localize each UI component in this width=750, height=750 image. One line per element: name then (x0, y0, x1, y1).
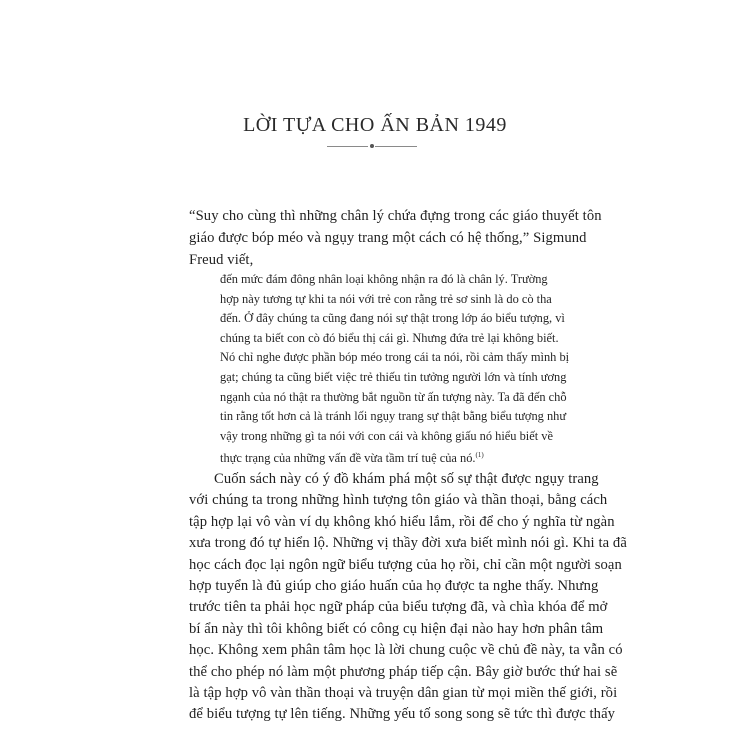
body-paragraph (189, 469, 627, 726)
text-line: thể cho phép nó làm một phương pháp tiếp cận. Bây giờ bước thứ hai sẽ (189, 663, 618, 680)
text-line: là tập hợp vô vàn thần thoại và truyện dân gian từ mọi miền thế giới, rồi (189, 685, 618, 702)
text-line: Freud viết, (189, 252, 254, 268)
text-line: học cách đọc lại ngôn ngữ biểu tượng của họ rồi, chỉ cần một người soạn (189, 556, 622, 573)
quote-line: Nó chỉ nghe được phần bóp méo trong cái ta nói, rồi cảm thấy mình bị (220, 350, 570, 365)
text-line: “Suy cho cùng thì những chân lý chứa đựng trong các giáo thuyết tôn (189, 208, 602, 224)
ornament-dot-icon (370, 144, 374, 148)
ornament-line-right (375, 146, 417, 147)
quote-line: đến. Ở đây chúng ta cũng đang nói sự thật trong lớp áo biểu tượng, vì (220, 311, 565, 326)
quote-line-last (220, 446, 569, 469)
text-line: học. Không xem phân tâm học là lời chung cuộc về chủ đề này, ta vẫn có (189, 642, 623, 659)
text-line: hợp tuyển là đủ giúp cho giáo huấn của họ được ta nghe thấy. Nhưng (189, 578, 599, 595)
text-line: giáo được bóp méo và ngụy trang một cách có hệ thống,” Sigmund (189, 230, 587, 246)
ornament-line-left (327, 146, 368, 147)
text-line: Cuốn sách này có ý đồ khám phá một số sự thật được ngụy trang (214, 471, 599, 487)
intro-paragraph (189, 205, 602, 271)
quote-line: ngạnh của nó thật ra thường bắt nguồn từ ấn tượng này. Ta đã đến chỗ (220, 389, 567, 404)
text-line: bí ẩn này thì tôi không biết có công cụ hiện đại nào hay hơn phân tâm (189, 620, 604, 637)
chapter-title: LỜI TỰA CHO ẤN BẢN 1949 (243, 114, 507, 136)
text-line: tập hợp lại vô vàn ví dụ không khó hiểu lắm, rồi để cho ý nghĩa từ ngàn (189, 513, 615, 530)
text-line: trước tiên ta phải học ngữ pháp của biểu tượng đã, và chìa khóa để mở (189, 599, 608, 616)
quote-line: hợp này tương tự khi ta nói với trẻ con rằng trẻ sơ sinh là do cò tha (220, 291, 552, 306)
quote-line: gạt; chúng ta cũng biết việc trẻ thiếu tin tưởng người lớn và tính ương (220, 369, 567, 384)
quote-line-text: thực trạng của những vấn đề vừa tầm trí tuệ của nó. (220, 451, 476, 466)
text-line: để biểu tượng tự lên tiếng. Những yếu tố song song sẽ tức thì được thấy (189, 706, 616, 723)
footnote-marker[interactable]: (1) (475, 451, 484, 460)
quote-line: chúng ta biết con cò đó biểu thị cái gì. Nhưng đứa trẻ lại không biết. (220, 330, 559, 345)
text-line: với chúng ta trong những hình tượng tôn giáo và thần thoại, bằng cách (189, 492, 608, 509)
block-quote (220, 270, 569, 469)
quote-line: đến mức đám đông nhân loại không nhận ra đó là chân lý. Trường (220, 272, 548, 286)
quote-line: vậy trong những gì ta nói với con cái và không giấu nó hiểu biết về (220, 428, 553, 443)
text-line: xưa trong đó tự hiển lộ. Những vị thầy đời xưa biết mình nói gì. Khi ta đã (189, 535, 627, 552)
quote-line: tin rằng tốt hơn cả là tránh lối ngụy trang sự thật bằng biểu tượng như (220, 409, 567, 424)
title-ornament (327, 144, 417, 149)
